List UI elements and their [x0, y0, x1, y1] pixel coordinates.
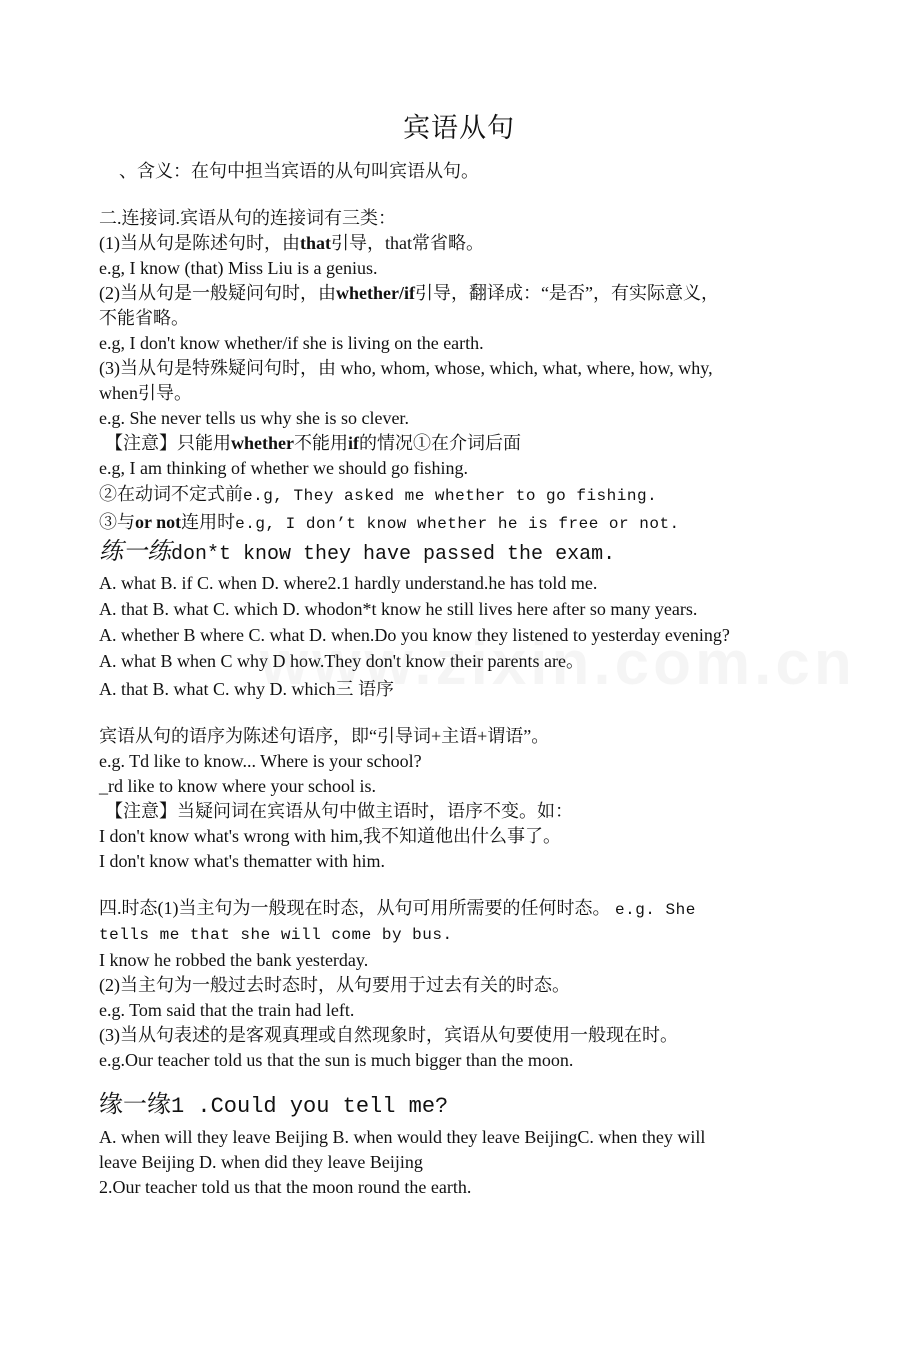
practice1-line: A. that B. what C. which D. whodon*t know he still lives here after so many years. — [99, 599, 698, 619]
section3-example: I don't know what's thematter with him. — [99, 851, 385, 871]
practice1-line: A. what B. if C. when D. where2.1 hardly understand.he has told me. — [99, 573, 598, 593]
section4-rule1: 四.时态(1)当主句为一般现在时态，从句可用所需要的任何时态。 e.g. She — [99, 898, 696, 919]
definition-line: 、含义：在句中担当宾语的从句叫宾语从句。 — [119, 161, 479, 181]
section3-example: e.g. Td like to know... Where is your school? — [99, 751, 422, 771]
note1-line: 【注意】只能用whether不能用if的情况①在介词后面 — [105, 433, 521, 453]
rule3-line: (3)当从句是特殊疑问句时，由 who, whom, whose, which, what, where, how, why, — [99, 358, 713, 378]
rule2-example: e.g, I don't know whether/if she is living on the earth. — [99, 333, 484, 353]
note2-line: ②在动词不定式前e.g, They asked me whether to go fishing. — [99, 484, 658, 505]
section2-heading: 二.连接词.宾语从句的连接词有三类： — [99, 208, 396, 228]
practice1-line: A. what B when C why D how.They don't know their parents are。 — [99, 651, 584, 671]
section4-rule3: (3)当从句表述的是客观真理或自然现象时，宾语从句要使用一般现在时。 — [99, 1025, 678, 1045]
section3-rule: 宾语从句的语序为陈述句语序，即“引导词+主语+谓语”。 — [99, 726, 550, 746]
practice2-heading: 缘一缘1 .Could you tell me? — [99, 1092, 449, 1119]
section3-example: I don't know what's wrong with him,我不知道他出什么事了。 — [99, 826, 561, 846]
section3-example: _rd like to know where your school is. — [99, 776, 376, 796]
note3-line: ③与or not连用时e.g, I don’t know whether he is free or not. — [99, 512, 680, 533]
practice1-line: A. that B. what C. why D. which三 语序 — [99, 679, 394, 699]
rule3-example: e.g. She never tells us why she is so clever. — [99, 408, 409, 428]
practice2-line: 2.Our teacher told us that the moon round the earth. — [99, 1177, 472, 1197]
section4-example: e.g.Our teacher told us that the sun is much bigger than the moon. — [99, 1050, 574, 1070]
practice1-heading: 练一练don*t know they have passed the exam. — [99, 539, 616, 566]
rule3-line-cont: when引导。 — [99, 383, 192, 403]
section4-rule1-cont: tells me that she will come by bus. — [99, 926, 453, 944]
section3-note: 【注意】当疑问词在宾语从句中做主语时，语序不变。如： — [105, 801, 573, 821]
practice1-line: A. whether B where C. what D. when.Do you know they listened to yesterday evening? — [99, 625, 730, 645]
document-page — [99, 96, 819, 1200]
rule2-line: (2)当从句是一般疑问句时，由whether/if引导，翻译成：“是否”，有实际意义， — [99, 283, 719, 303]
rule1-example: e.g, I know (that) Miss Liu is a genius. — [99, 258, 378, 278]
rule2-line-cont: 不能省略。 — [99, 308, 189, 328]
section4-rule2: (2)当主句为一般过去时态时，从句要用于过去有关的时态。 — [99, 975, 570, 995]
practice2-line: A. when will they leave Beijing B. when would they leave BeijingC. when they will — [99, 1127, 706, 1147]
page-title: 宾语从句 — [403, 113, 515, 143]
section4-example: I know he robbed the bank yesterday. — [99, 950, 369, 970]
rule1-line: (1)当从句是陈述句时，由that引导，that常省略。 — [99, 233, 484, 253]
practice2-line: leave Beijing D. when did they leave Beijing — [99, 1152, 423, 1172]
section4-example: e.g. Tom said that the train had left. — [99, 1000, 355, 1020]
note1-example: e.g, I am thinking of whether we should go fishing. — [99, 458, 468, 478]
